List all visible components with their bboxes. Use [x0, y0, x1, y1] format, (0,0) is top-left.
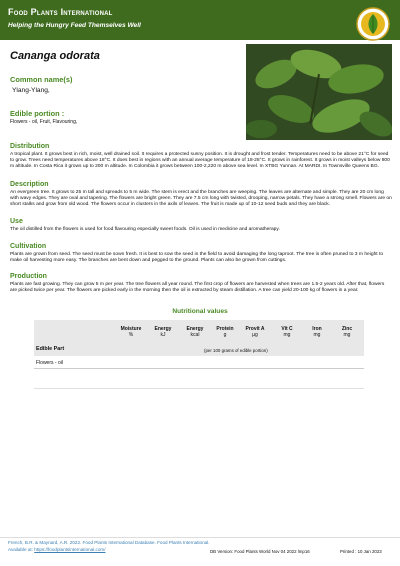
col-vit-c: Vit C mg [281, 326, 293, 338]
col-iron: Iron mg [312, 326, 322, 338]
common-names-heading: Common name(s) [10, 75, 73, 84]
section-heading-distribution: Distribution [10, 143, 50, 150]
section-text-description: An evergreen tree. It grows to 25 m tall and spreads to 5 m wide. The stem is erect and the branches are weeping. The leaves are alternate and simple. They are 20 cm long with wavy edges. They are oval and tapering. The flowers are bright green. They are 7.5 cm long with twisted, drooping, narrow petals. They have a strong smell. Flowers are on short stalks and grow from old wood. The flowers occur in clusters in the axils of leaves. The fruit is made up of 10-12 seed buds and they are black. [10, 190, 392, 207]
per-100g-note: (per 100 grams of edible portion) [204, 348, 268, 353]
section-heading-use: Use [10, 218, 23, 225]
section-text-distribution: A tropical plant. It grows best in rich, moist, well drained soil. It requires a protected sunny position. It is drought and frost tender. Temperatures need to be above 21°C for seed to grow. Trees need temperatures above 18°C. It does best in regions with an annual average temperature of 18-28°C. It grows in rainforest. It grows in moist valleys below 800 m altitude. In Costa Rica it grows up to 200 m altitude. In Colombia it grows between 100-2,220 m above sea level. In XTBG Yunnan. At MARDI. In Townsville Queens BG. [10, 152, 390, 169]
section-text-production: Plants are fast growing. They can grow 5 m per year. The tree flowers all year round. The first crop of flowers are harvested when trees are 1.5-2 years old. After that, flowers are picked twice per year. The flowers are picked early in the morning then the oil is extracted by steam distillation. A tree can yield 20-100 kg of flowers in a year. [10, 282, 385, 293]
footer [0, 537, 400, 558]
availability-line [8, 547, 105, 552]
row-divider [34, 388, 364, 389]
row-divider [34, 368, 364, 369]
org-tagline: Helping the Hungry Feed Themselves Well [8, 22, 141, 29]
table-row [34, 358, 364, 368]
species-name: Cananga odorata [10, 50, 100, 62]
header-banner [0, 0, 400, 40]
col-zinc: Zinc mg [341, 326, 353, 338]
available-label: Available at: [8, 547, 33, 552]
citation-text: French, B.R. & Maynard, A.R. 2022. Food Plants International Database. Food Plants International. [8, 540, 210, 545]
section-heading-production: Production [10, 273, 47, 280]
section-text-use: The oil distilled from the flowers is used for food flavouring especially sweet foods. Oil is used in medicine and aromatherapy. [10, 227, 280, 232]
col-provit-a: Provit A µg [245, 326, 265, 338]
fpi-logo-icon [355, 6, 391, 42]
website-link[interactable]: https://foodplantsinternational.com/ [34, 547, 106, 552]
printed-date: Printed : 10 Jan 2023 [340, 549, 382, 554]
section-text-cultivation: Plants are grown from seed. The seed must be sown fresh. It is best to sow the seed in the field to avoid damaging the long taproot. The tree is often pruned to 3 m height to make oil harvesting more easy. The branches are bent down and pegged to the ground. Plants can also be grown from cuttings. [10, 252, 384, 263]
col-moisture: Moisture % [120, 326, 142, 338]
edible-part-label: Edible Part [36, 346, 65, 352]
col-protein: Protein g [216, 326, 234, 338]
nutrition-table-header [34, 320, 364, 356]
nutrition-title: Nutritional values [172, 308, 228, 315]
section-heading-cultivation: Cultivation [10, 243, 47, 250]
org-name: Food Plants International [8, 7, 113, 17]
col-energy-kj: Energy kJ [154, 326, 172, 338]
db-version: DB Version: Food Plants World Nov 04 2022 lmp16 [210, 549, 310, 554]
plant-photo [246, 44, 392, 140]
col-energy-kcal: Energy kcal [186, 326, 204, 338]
common-names-value: Ylang-Ylang, [12, 87, 50, 94]
section-heading-description: Description [10, 181, 49, 188]
edible-portion-value: Flowers - oil, Fruit, Flavouring, [10, 119, 78, 125]
row-part: Flowers - oil [36, 360, 63, 366]
edible-portion-heading: Edible portion : [10, 109, 65, 118]
